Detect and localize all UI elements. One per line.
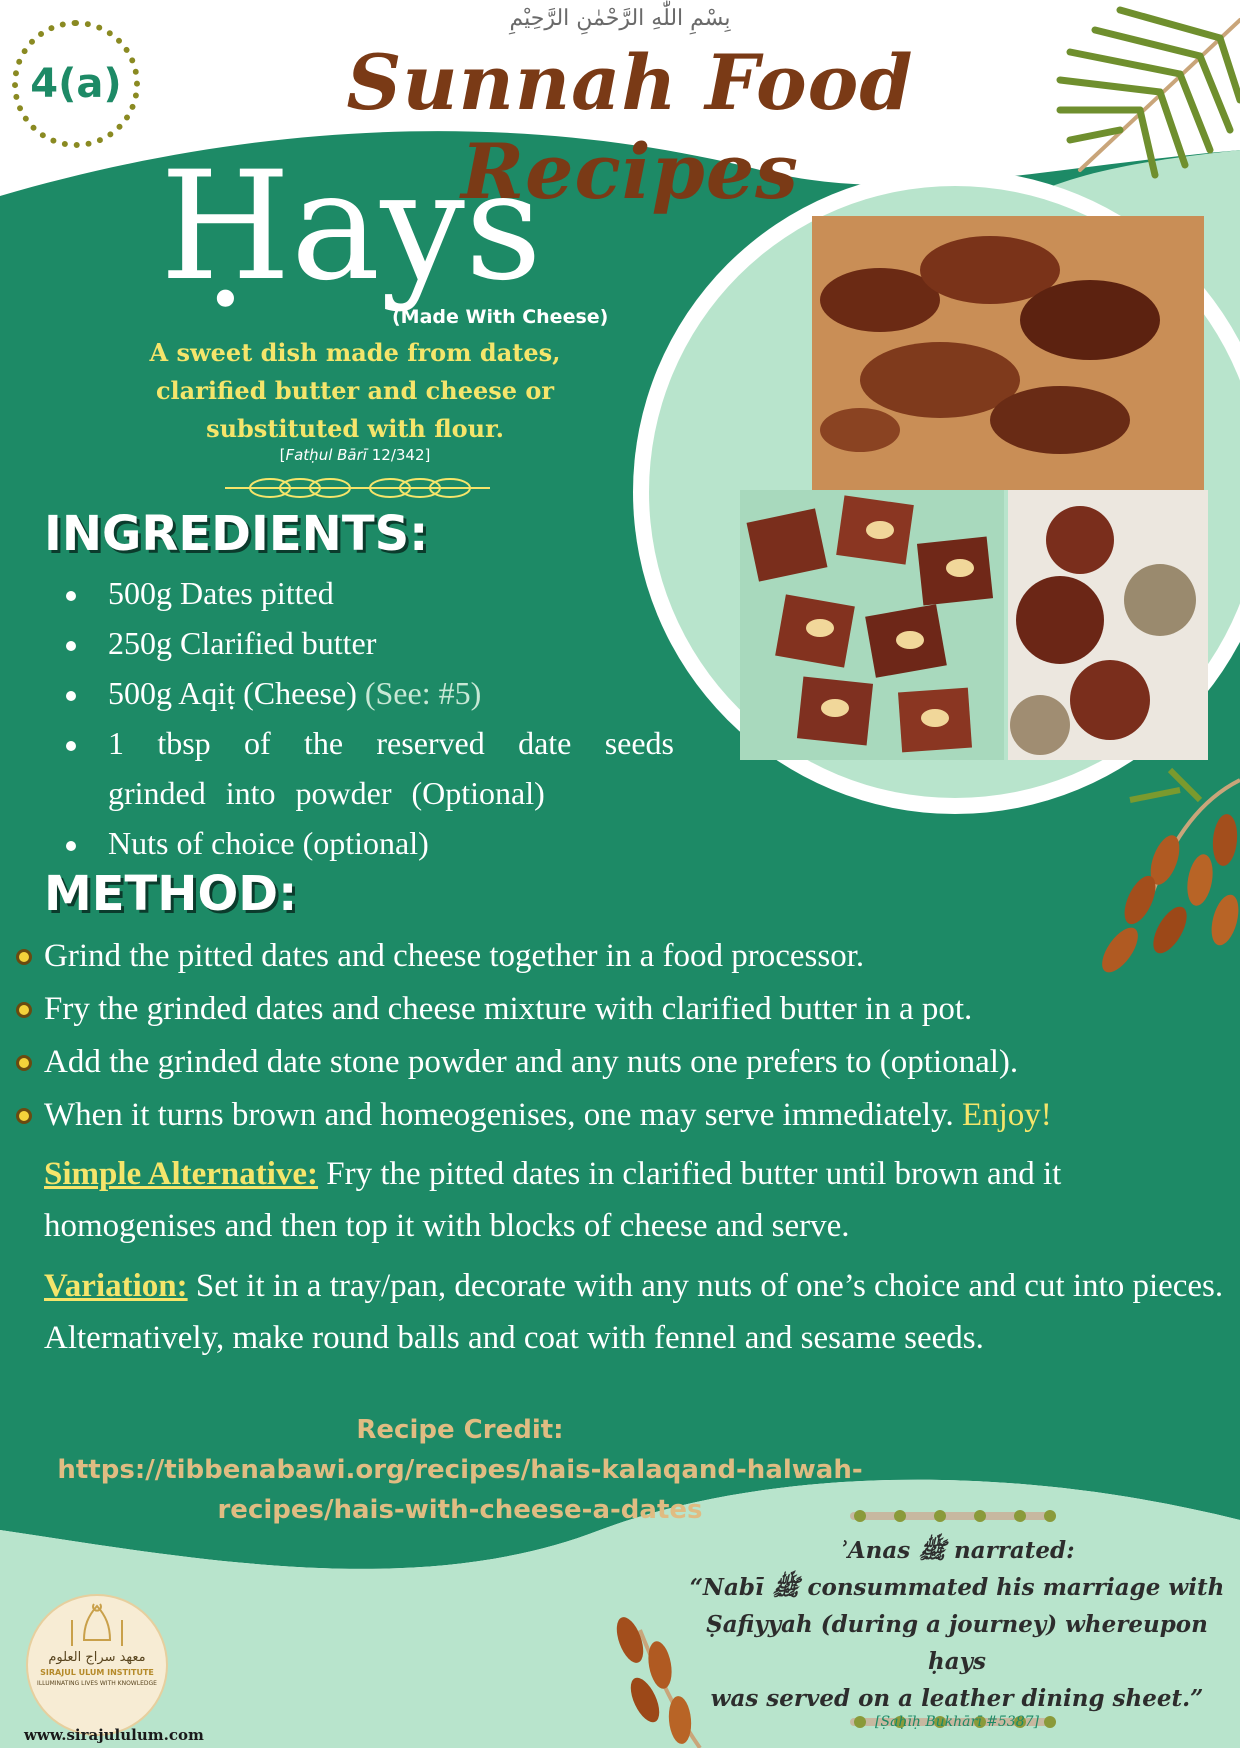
recipe-credit-url-line1[interactable]: https://tibbenabawi.org/recipes/hais-kalaqand-halwah-	[57, 1455, 863, 1485]
page-title: Sunnah Food Recipes	[346, 38, 914, 216]
recipe-credit	[40, 1410, 880, 1530]
simple-alternative	[44, 1148, 1224, 1252]
description-reference: [Fatḥul Bārī 12/342]	[279, 446, 431, 464]
method-step: Fry the grinded dates and cheese mixture with clarified butter in a pot.	[14, 983, 1234, 1036]
check-circle-icon	[16, 1055, 32, 1071]
check-circle-icon	[16, 949, 32, 965]
dish-name: Ḥays	[160, 140, 542, 314]
check-circle-icon	[16, 1002, 32, 1018]
method-step: When it turns brown and homeogenises, one may serve immediately. Enjoy!	[14, 1089, 1234, 1142]
photo-date-balls	[1008, 490, 1208, 760]
method-heading: METHOD:	[44, 866, 298, 922]
bullet-icon	[66, 741, 76, 751]
reference-title: Fatḥul Bārī	[285, 446, 367, 464]
recipe-number-badge	[12, 20, 140, 148]
enjoy-text: Enjoy!	[961, 1097, 1052, 1133]
photo-date-squares	[740, 490, 1004, 760]
bullet-icon	[66, 591, 76, 601]
hadith-narrator: ʾAnas ﷺ narrated:	[839, 1537, 1075, 1564]
bismillah-calligraphy: بِسْمِ اللّٰهِ الرَّحْمٰنِ الرَّحِيْمِ	[509, 6, 731, 31]
method-step: Grind the pitted dates and cheese together in a food processor.	[14, 930, 1234, 983]
dish-subtitle: (Made With Cheese)	[392, 306, 609, 328]
mosque-icon	[28, 1596, 166, 1656]
photo-fried-dates	[812, 216, 1204, 490]
ingredient-item: 1 tbsp of the reserved date seeds grinded into powder (Optional)	[64, 718, 674, 818]
palm-leaf-decoration	[1060, 10, 1240, 175]
check-circle-icon	[16, 1108, 32, 1124]
recipe-credit-url-line2[interactable]: recipes/hais-with-cheese-a-dates	[217, 1495, 703, 1525]
method-steps	[14, 930, 1234, 1142]
cross-reference-note: (See: #5)	[364, 675, 482, 711]
ingredient-item: 500g Aqiṭ (Cheese) (See: #5)	[64, 668, 674, 718]
recipe-number: 4(a)	[30, 61, 122, 107]
ingredients-list	[64, 568, 674, 868]
simple-alternative-text: Fry the pitted dates in clarified butter until brown and it homogenises and then top it with blocks of cheese and serve.	[44, 1156, 1062, 1244]
bullet-icon	[66, 841, 76, 851]
ingredient-item: Nuts of choice (optional)	[64, 818, 674, 868]
method-step: Add the grinded date stone powder and any nuts one prefers to (optional).	[14, 1036, 1234, 1089]
reference-number: 12/342	[371, 446, 425, 464]
hadith-reference: [Ṣaḥīḥ Bukhārī #5387]	[875, 1714, 1039, 1730]
variation-text: Set it in a tray/pan, decorate with any nuts of one’s choice and cut into pieces. Alternatively, make round balls and coat with fennel and sesame seeds.	[44, 1268, 1224, 1356]
institute-logo	[26, 1594, 168, 1736]
hadith-line: “Nabī ﷺ consummated his marriage with	[689, 1574, 1225, 1601]
hadith-line: was served on a leather dining sheet.”	[710, 1685, 1204, 1712]
recipe-credit-label: Recipe Credit:	[356, 1415, 564, 1445]
simple-alternative-label: Simple Alternative:	[44, 1156, 319, 1192]
bullet-icon	[66, 691, 76, 701]
logo-english-name: SIRAJUL ULUM INSTITUTE	[40, 1668, 154, 1677]
ingredient-item: 500g Dates pitted	[64, 568, 674, 618]
dish-description: A sweet dish made from dates, clarified butter and cheese or substituted with flour.	[149, 338, 561, 443]
hadith-line: Ṣafiyyah (during a journey) whereupon ḥays	[706, 1611, 1208, 1675]
website-link[interactable]: www.sirajululum.com	[24, 1726, 204, 1744]
hadith-quote	[684, 1532, 1230, 1717]
variation-label: Variation:	[44, 1268, 188, 1304]
logo-arabic-name: معهد سراج العلوم	[48, 1650, 146, 1665]
variation	[44, 1260, 1224, 1364]
ingredient-item: 250g Clarified butter	[64, 618, 674, 668]
ingredients-heading: INGREDIENTS:	[44, 506, 429, 562]
logo-tagline: ILLUMINATING LIVES WITH KNOWLEDGE	[37, 1680, 157, 1687]
bullet-icon	[66, 641, 76, 651]
